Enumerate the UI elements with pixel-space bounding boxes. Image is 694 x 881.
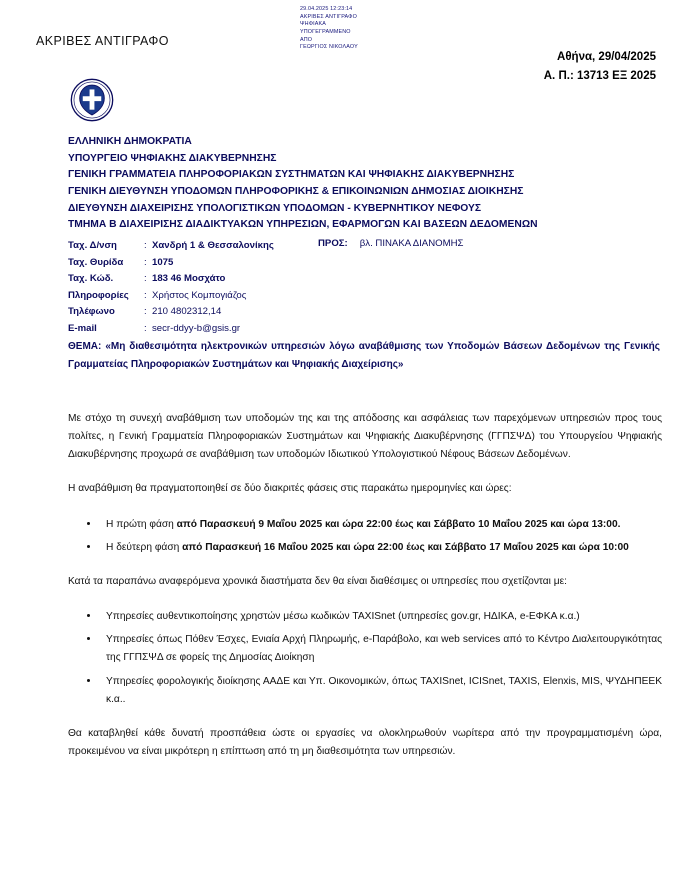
stamp-line-3: ΥΠΟΓΕΓΡΑΜΜΕΝΟ <box>300 29 351 36</box>
contact-label: Πληροφορίες <box>68 289 129 301</box>
authority-line-5: ΤΜΗΜΑ Β ΔΙΑΧΕΙΡΙΣΗΣ ΔΙΑΔΙΚΤΥΑΚΩΝ ΥΠΗΡΕΣΙΩΝ, ΕΦΑΡΜΟΓΩΝ ΚΑΙ ΒΑΣΕΩΝ ΔΕΔΟΜΕΝΩΝ <box>68 219 538 231</box>
body-paragraph-3: Κατά τα παραπάνω αναφερόμενα χρονικά διαστήματα δεν θα είναι διαθέσιμες οι υπηρεσίες που σχετίζονται με: <box>68 575 568 587</box>
phase-lead: Η πρώτη φάση <box>106 518 177 530</box>
contact-row <box>68 255 274 272</box>
phase-dates: από Παρασκευή 9 Μαΐου 2025 και ώρα 22:00 έως και Σάββατο 10 Μαΐου 2025 και ώρα 13:00. <box>176 518 621 530</box>
place-date: Αθήνα, 29/04/2025 <box>557 51 656 63</box>
contact-row <box>68 321 274 338</box>
contact-label: E-mail <box>68 322 97 334</box>
contact-label: Ταχ. Δ/νση <box>68 240 117 251</box>
authority-line-2: ΓΕΝΙΚΗ ΓΡΑΜΜΑΤΕΙΑ ΠΛΗΡΟΦΟΡΙΑΚΩΝ ΣΥΣΤΗΜΑΤΩΝ ΚΑΙ ΨΗΦΙΑΚΗΣ ΔΙΑΚΥΒΕΡΝΗΣΗΣ <box>68 169 515 181</box>
body-paragraph-4: Θα καταβληθεί κάθε δυνατή προσπάθεια ώστε οι εργασίες να ολοκληρωθούν νωρίτερα από την προγραμματισμένη ώρα, προκειμένου να είναι μικρότερη η επίπτωση από τη μη διαθεσιμότητα των υπηρεσιών. <box>68 727 662 758</box>
contact-value: 1075 <box>152 256 174 268</box>
contact-row <box>68 271 274 288</box>
hellenic-republic-emblem-icon <box>70 78 114 122</box>
contact-colon: : <box>144 322 147 334</box>
document-meta <box>544 48 656 86</box>
contact-row <box>68 304 274 321</box>
stamp-line-0: 29.04.2025 12:23:14 <box>300 6 353 12</box>
contact-colon: : <box>144 240 147 251</box>
exact-copy-label: ΑΚΡΙΒΕΣ ΑΝΤΙΓΡΑΦΟ <box>36 34 169 48</box>
stamp-line-4: ΑΠΟ <box>300 36 313 43</box>
digital-signature-stamp <box>300 6 358 52</box>
subject-label: ΘΕΜΑ: <box>68 341 102 352</box>
contact-value: 183 46 Μοσχάτο <box>152 273 226 284</box>
list-item: • Υπηρεσίες αυθεντικοποίησης χρηστών μέσω κωδικών TAXISnet (υπηρεσίες gov.gr, ΗΔΙΚΑ, e-ΕΦΚΑ κ.α.) <box>100 607 662 626</box>
list-item <box>100 538 662 557</box>
emblem-container <box>70 78 118 126</box>
contact-colon: : <box>144 289 147 301</box>
list-item: • Υπηρεσίες όπως Πόθεν Έσχες, Ενιαία Αρχή Πληρωμής, e-Παράβολο, και web services από το Κέντρο Διαλειτουργικότητας της ΓΓΠΣΨΔ σε φορείς της Δημοσίας Διοίκηση <box>100 630 662 667</box>
contact-value: Χρήστος Κομπογιάζος <box>152 289 247 301</box>
authority-block <box>68 134 668 234</box>
body-paragraph-1: Με στόχο τη συνεχή αναβάθμιση των υποδομών της και της απόδοσης και ασφάλειας των παρεχόμενων υπηρεσιών προς τους πολίτες, η Γενική Γραμματεία Πληροφοριακών Συστημάτων και Ψηφιακής Διακυβέρνησης (ΓΓΠΣΨΔ) του Υπουργείου Ψηφιακής Διακυβέρνησης προχωρά σε αναβάθμιση των υποδομών Ιδιωτικού Υπολογιστικού Νέφους Βάσεων Δεδομένων. <box>68 413 662 461</box>
contact-label: Ταχ. Θυρίδα <box>68 256 124 268</box>
authority-line-1: ΥΠΟΥΡΓΕΙΟ ΨΗΦΙΑΚΗΣ ΔΙΑΚΥΒΕΡΝΗΣΗΣ <box>68 152 277 164</box>
list-item <box>100 515 662 534</box>
phase-dates: από Παρασκευή 16 Μαΐου 2025 και ώρα 22:00 έως και Σάββατο 17 Μαΐου 2025 και ώρα 10:00 <box>182 541 629 553</box>
document-body <box>68 410 662 777</box>
contact-value: 210 4802312,14 <box>152 306 222 317</box>
stamp-line-2: ΨΗΦΙΑΚΑ <box>300 21 327 28</box>
document-header <box>0 0 694 82</box>
subject-block <box>68 338 660 373</box>
contact-email-value: secr-ddyy-b@gsis.gr <box>152 322 241 334</box>
phases-list <box>68 515 662 557</box>
contact-block <box>68 238 274 337</box>
contact-row <box>68 238 274 255</box>
body-paragraph-2: Η αναβάθμιση θα πραγματοποιηθεί σε δύο διακριτές φάσεις στις παρακάτω ημερομηνίες και ώρες: <box>68 483 512 495</box>
subject-text: «Μη διαθεσιμότητα ηλεκτρονικών υπηρεσιών λόγω αναβάθμισης των Υποδομών Βάσεων Δεδομένων της Γενικής Γραμματείας Πληροφοριακών Συστημάτων και Ψηφιακής Διαχείρισης» <box>68 341 660 370</box>
stamp-line-5: ΓΕΩΡΓΙΟΣ ΝΙΚΟΛΑΟΥ <box>300 44 358 51</box>
contact-label: Τηλέφωνο <box>68 306 115 317</box>
phase-lead: Η δεύτερη φάση <box>106 541 183 553</box>
contact-value: Χανδρή 1 & Θεσσαλονίκης <box>152 240 274 251</box>
list-item: • Υπηρεσίες φορολογικής διοίκησης ΑΑΔΕ και Υπ. Οικονομικών, όπως TAXISnet, ICISnet, TAXIS, Elenxis, MIS, ΨΥΔΗΠΕΕΚ κ.α.. <box>100 672 662 709</box>
contact-label: Ταχ. Κώδ. <box>68 273 114 284</box>
stamp-line-1: ΑΚΡΙΒΕΣ ΑΝΤΙΓΡΑΦΟ <box>300 13 357 20</box>
authority-line-0: ΕΛΛΗΝΙΚΗ ΔΗΜΟΚΡΑΤΙΑ <box>68 136 192 147</box>
recipient-label: ΠΡΟΣ: <box>318 238 348 249</box>
services-list <box>68 607 662 709</box>
authority-line-3: ΓΕΝΙΚΗ ΔΙΕΥΘΥΝΣΗ ΥΠΟΔΟΜΩΝ ΠΛΗΡΟΦΟΡΙΚΗΣ & ΕΠΙΚΟΙΝΩΝΙΩΝ ΔΗΜΟΣΙΑΣ ΔΙΟΙΚΗΣΗΣ <box>68 186 524 198</box>
contact-colon: : <box>144 256 147 268</box>
recipient-value: βλ. ΠΙΝΑΚΑ ΔΙΑΝΟΜΗΣ <box>359 238 464 249</box>
contact-colon: : <box>144 273 147 284</box>
contact-row <box>68 288 274 305</box>
protocol-number: Α. Π.: 13713 ΕΞ 2025 <box>543 69 656 82</box>
authority-line-4: ΔΙΕΥΘΥΝΣΗ ΔΙΑΧΕΙΡΙΣΗΣ ΥΠΟΛΟΓΙΣΤΙΚΩΝ ΥΠΟΔΟΜΩΝ - ΚΥΒΕΡΝΗΤΙΚΟΥ ΝΕΦΟΥΣ <box>68 202 482 214</box>
recipient-block <box>318 238 463 249</box>
contact-colon: : <box>144 306 147 317</box>
